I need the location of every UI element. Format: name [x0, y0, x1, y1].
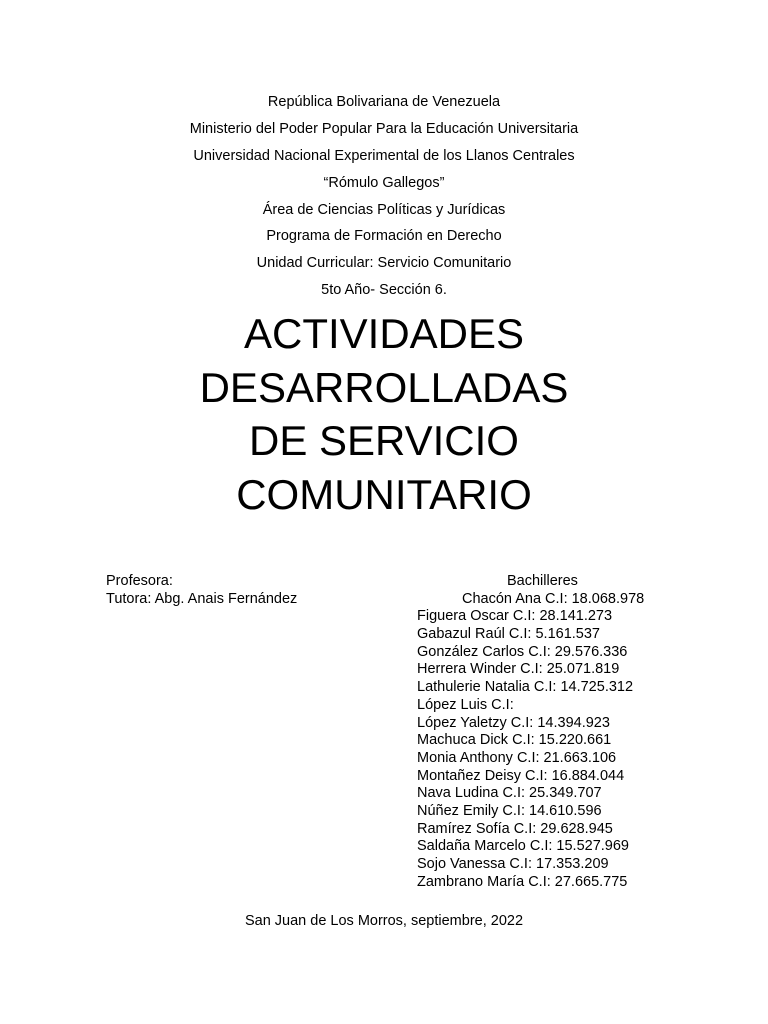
student-item: Sojo Vanessa C.I: 17.353.209	[417, 856, 609, 873]
students-list	[417, 608, 633, 891]
header-line-university-name: “Rómulo Gallegos”	[323, 174, 445, 191]
students-label: Bachilleres	[507, 573, 578, 589]
student-item: Chacón Ana C.I: 18.068.978	[462, 590, 645, 607]
student-item: Ramírez Sofía C.I: 29.628.945	[417, 820, 613, 837]
document-title	[0, 307, 768, 521]
professor-label: Profesora:	[106, 573, 173, 589]
student-item: López Yaletzy C.I: 14.394.923	[417, 714, 610, 731]
title-line: DESARROLLADAS	[199, 363, 569, 411]
header-line-program: Programa de Formación en Derecho	[266, 228, 502, 245]
institution-header	[0, 89, 768, 304]
student-item: Figuera Oscar C.I: 28.141.273	[417, 608, 613, 625]
title-line: ACTIVIDADES	[243, 310, 525, 357]
student-item: López Luis C.I:	[417, 696, 514, 713]
header-line-section: 5to Año- Sección 6.	[321, 282, 447, 299]
student-item: Machuca Dick C.I: 15.220.661	[417, 732, 612, 749]
header-line-republic: República Bolivariana de Venezuela	[267, 94, 501, 110]
student-item: Núñez Emily C.I: 14.610.596	[417, 802, 602, 819]
header-line-course: Unidad Curricular: Servicio Comunitario	[256, 255, 512, 272]
place-date: San Juan de Los Morros, septiembre, 2022	[244, 913, 524, 929]
header-line-ministry: Ministerio del Poder Popular Para la Educación Universitaria	[189, 120, 579, 137]
student-item: Gabazul Raúl C.I: 5.161.537	[417, 626, 600, 643]
student-item: Saldaña Marcelo C.I: 15.527.969	[417, 838, 629, 855]
tutor-name: Tutora: Abg. Anais Fernández	[106, 590, 298, 607]
student-item: Monia Anthony C.I: 21.663.106	[417, 749, 617, 766]
title-line: DE SERVICIO	[249, 417, 519, 464]
student-item: González Carlos C.I: 29.576.336	[417, 643, 628, 660]
student-item: Lathulerie Natalia C.I: 14.725.312	[417, 679, 634, 696]
header-line-university: Universidad Nacional Experimental de los Llanos Centrales	[193, 147, 575, 164]
professor-block	[106, 573, 297, 608]
student-item: Herrera Winder C.I: 25.071.819	[417, 661, 620, 678]
title-line: COMUNITARIO	[236, 470, 532, 518]
student-item: Nava Ludina C.I: 25.349.707	[417, 785, 602, 802]
student-item: Zambrano María C.I: 27.665.775	[417, 873, 628, 890]
header-line-area: Área de Ciencias Políticas y Jurídicas	[262, 201, 506, 218]
student-item: Montañez Deisy C.I: 16.884.044	[417, 767, 625, 784]
